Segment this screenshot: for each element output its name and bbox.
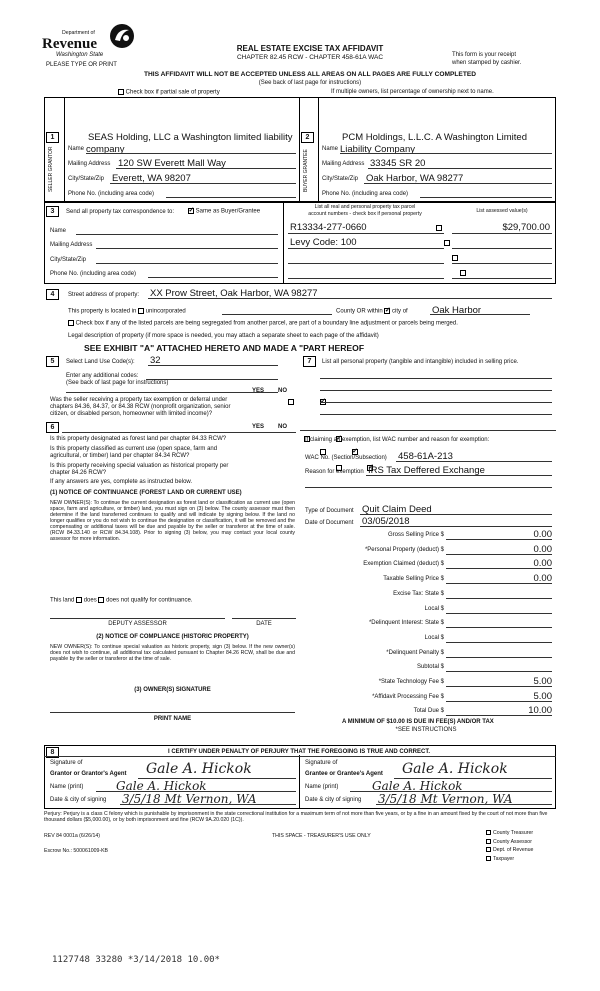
perjury-statement: Perjury: Perjury is a class C felony which is punishable by imprisonment in the state correctional institution for a maximum term of not more than five years, or by a fine in an amount fixed by the court of not more than five thousand dollars ($5,000.00), or by both imprisonment and fine (RCW 9A.20.020 (1C)). xyxy=(44,811,548,823)
section-5-number: 5 xyxy=(46,356,59,367)
please-type: PLEASE TYPE OR PRINT xyxy=(46,62,117,68)
owner-signature-label: (3) OWNER(S) SIGNATURE xyxy=(134,687,211,693)
minimum-due-note: A MINIMUM OF $10.00 IS DUE IN FEE(S) AND/OR TAX xyxy=(342,719,494,725)
s5-yes-checkbox[interactable] xyxy=(288,399,294,405)
tax-row-label: *Personal Property (deduct) $ xyxy=(364,546,444,553)
seller-phone-label: Phone No. (including area code) xyxy=(68,191,155,197)
tax-row-value: 0.00 xyxy=(533,573,552,585)
tax-row-value: 0.00 xyxy=(533,529,552,540)
distribution-checkbox[interactable] xyxy=(486,839,491,844)
print-name-label: PRINT NAME xyxy=(153,716,192,722)
s5-yes-header: YES xyxy=(252,388,265,394)
distribution-label: Taxpayer xyxy=(493,855,515,862)
s3-name-label: Name xyxy=(50,228,67,234)
seller-city-label: City/State/Zip xyxy=(68,176,105,182)
grantee-date-city: 3/5/18 Mt Vernon, WA xyxy=(378,792,513,806)
same-as-buyer-row xyxy=(188,208,260,215)
segregated-row xyxy=(68,320,458,327)
grantee-sig-of-label: Signature of xyxy=(305,760,338,766)
revenue-swirl-icon xyxy=(108,22,136,50)
partial-sale-row xyxy=(118,89,220,96)
warning-text: THIS AFFIDAVIT WILL NOT BE ACCEPTED UNLESS ALL AREAS ON ALL PAGES ARE FULLY COMPLETED xyxy=(143,71,477,78)
personal-property-checkbox-4[interactable] xyxy=(460,270,466,276)
deputy-assessor-label: DEPUTY ASSESSOR xyxy=(108,621,167,627)
distribution-item xyxy=(486,847,533,853)
see-instructions-note: *SEE INSTRUCTIONS xyxy=(395,727,457,733)
distribution-label: County Treasurer xyxy=(493,830,534,836)
recording-stamp: 1127748 33280 *3/14/2018 10.00* xyxy=(52,955,220,965)
segregated-checkbox[interactable] xyxy=(68,320,74,326)
personal-property-label: List all personal property (tangible and intangible) included in selling price. xyxy=(322,359,519,365)
form-chapter: CHAPTER 82.45 RCW - CHAPTER 458-61A WAC xyxy=(236,54,384,61)
legal-description-label: Legal description of property (if more space is needed, you may attach a separate sheet to each page of the affidavit) xyxy=(68,333,379,339)
tax-row-label: Subtotal $ xyxy=(416,664,444,671)
city-of-label: city of xyxy=(392,308,408,315)
grantor-sig-of-label: Signature of xyxy=(50,760,83,766)
land-use-label: Select Land Use Code(s): xyxy=(66,359,135,365)
buyer-addr-label: Mailing Address xyxy=(322,161,365,167)
s3-addr-label: Mailing Address xyxy=(50,242,93,248)
revenue-wordmark: Revenue xyxy=(42,36,97,52)
notice-1-body: NEW OWNER(S): To continue the current designation as forest land or classification as current use (open space, farm and agriculture, or timber) land, you must sign on (3) below. The county assessor must then determine if the land transferred continues to qualify and will indicate by signing below. If the land no longer qualifies or you do not wish to continue the designation or classification, it will be removed and the compensating or additional taxes will be due and payable by the seller or transferor at the time of sale. (RCW 84.33.140 or RCW 84.34.108). Prior to signing (3) below, you may contact your local county assessor for more information. xyxy=(50,500,295,542)
grantor-agent-label: Grantor or Grantor's Agent xyxy=(50,771,127,777)
buyer-address: 33345 SR 20 xyxy=(370,158,426,169)
distribution-checkbox[interactable] xyxy=(486,856,491,861)
receipt-line1: This form is your receipt xyxy=(452,52,517,58)
tax-row-value: 5.00 xyxy=(533,676,552,687)
buyer-side-label: BUYER GRANTEE xyxy=(303,149,309,192)
parcel-header-2: account numbers - check box if personal property xyxy=(308,211,422,217)
continuance-row xyxy=(50,597,192,604)
grantee-name-label: Name (print) xyxy=(305,784,339,790)
seller-address: 120 SW Everett Mall Way xyxy=(118,158,226,169)
if-yes-note: If any answers are yes, complete as instructed below. xyxy=(50,479,193,485)
distribution-item xyxy=(486,839,532,845)
distribution-checkbox[interactable] xyxy=(486,847,491,852)
assessed-value-1: $29,700.00 xyxy=(502,222,550,233)
document-date: 03/05/2018 xyxy=(362,516,410,527)
personal-property-checkbox-1[interactable] xyxy=(436,225,442,231)
grantor-printed-name: Gale A. Hickok xyxy=(116,779,207,793)
form-revision: REV 84 0001a (6/26/14) xyxy=(44,833,100,839)
buyer-name-line1: PCM Holdings, L.L.C. A Washington Limited xyxy=(342,132,527,143)
doc-date-label: Date of Document xyxy=(305,520,354,526)
dept-line: Department of xyxy=(62,30,95,36)
personal-property-checkbox-2[interactable] xyxy=(444,240,450,246)
multiple-owners-note: If multiple owners, list percentage of ownership next to name. xyxy=(331,89,494,95)
s3-phone-label: Phone No. (including area code) xyxy=(50,271,137,277)
does-label: does xyxy=(83,597,97,604)
section-3-number: 3 xyxy=(46,206,59,217)
seller-side-label: SELLER GRANTOR xyxy=(48,146,54,192)
exemption-claim-label: If claiming an exemption, list WAC number and reason for exemption: xyxy=(305,437,490,443)
forest-land-question: Is this property designated as forest land per chapter 84.33 RCW? xyxy=(50,436,227,442)
unincorporated-label: unincorporated xyxy=(145,308,186,315)
section-2-number: 2 xyxy=(301,132,314,143)
reason-label: Reason for exemption xyxy=(305,469,364,475)
parcel-header-1: List all real and personal property tax parcel xyxy=(314,204,416,210)
tax-row-label: Local $ xyxy=(424,605,444,612)
assessed-header: List assessed value(s) xyxy=(476,208,528,214)
same-as-buyer-checkbox[interactable] xyxy=(188,208,194,214)
parcel-number-1: R13334-277-0660 xyxy=(290,222,367,233)
s3-city-label: City/State/Zip xyxy=(50,257,87,263)
personal-property-checkbox-3[interactable] xyxy=(452,255,458,261)
exhibit-a-text: SEE EXHIBIT "A" ATTACHED HERETO AND MADE A "PART HEREOF xyxy=(84,343,365,353)
additional-codes-label: Enter any additional codes: xyxy=(66,373,139,379)
s5-no-header: NO xyxy=(278,388,287,394)
county-or-label: County OR within xyxy=(336,308,383,315)
s6-no-header: NO xyxy=(278,424,287,430)
levy-code: Levy Code: 100 xyxy=(290,237,357,248)
grantor-date-city: 3/5/18 Mt Vernon, WA xyxy=(122,792,257,806)
land-use-code: 32 xyxy=(150,355,161,366)
receipt-line2: when stamped by cashier. xyxy=(452,60,522,66)
state-label: Washington State xyxy=(56,52,104,58)
wac-label: WAC No. (Section/Subsection) xyxy=(305,455,387,461)
distribution-checkbox[interactable] xyxy=(486,830,491,835)
section-4-number: 4 xyxy=(46,289,59,300)
located-row xyxy=(68,308,186,315)
grantor-signature: Gale A. Hickok xyxy=(146,761,252,777)
distribution-label: County Assessor xyxy=(493,838,532,845)
distribution-item xyxy=(486,856,514,862)
tax-row-label: Exemption Claimed (deduct) $ xyxy=(363,561,444,568)
exemption-reason: IRS Tax Deffered Exchange xyxy=(368,465,485,476)
distribution-label: Dept. of Revenue xyxy=(493,847,534,853)
certify-statement: I CERTIFY UNDER PENALTY OF PERJURY THAT THE FOREGOING IS TRUE AND CORRECT. xyxy=(168,749,431,755)
exemption-question: Was the seller receiving a property tax exemption or deferral under chapters 84.36, 84.37, or 84.38 RCW (nonprofit organization, senior citizen, or disabled person, homeowner with limited income)? xyxy=(50,397,231,417)
section-7-number: 7 xyxy=(303,356,316,367)
within-city-checkbox[interactable] xyxy=(384,308,390,314)
city-within-row xyxy=(336,308,408,315)
historic-question: Is this property receiving special valuation as historical property per chapter 84.26 RCW? xyxy=(50,463,229,476)
tax-row-value: 5.00 xyxy=(533,690,552,702)
segregated-label: Check box if any of the listed parcels are being segregated from another parcel, are part of a boundary line adjustment or parcels being merged. xyxy=(75,320,458,327)
notice-2-body: NEW OWNER(S): To continue special valuation as historic property, sign (3) below. If the new owner(s) does not wish to continue, all additional tax calculated pursuant to Chapter 84.26 RCW, shall be due and payable by the seller or transferor at the time of sale. xyxy=(50,644,295,662)
tax-row-label: *Delinquent Interest: State $ xyxy=(368,620,444,627)
tax-row-label: *State Technology Fee $ xyxy=(378,679,444,685)
send-correspondence-label: Send all property tax correspondence to: xyxy=(66,209,175,215)
partial-sale-label: Check box if partial sale of property xyxy=(125,89,220,96)
seller-city: Everett, WA 98207 xyxy=(112,173,191,184)
tax-row-label: Excise Tax: State $ xyxy=(393,590,444,597)
seller-name-label: Name xyxy=(68,146,85,152)
notice-2-title: (2) NOTICE OF COMPLIANCE (HISTORIC PROPERTY) xyxy=(96,634,249,640)
partial-sale-checkbox[interactable] xyxy=(118,89,124,95)
treasurer-use-only: THIS SPACE - TREASURER'S USE ONLY xyxy=(272,833,371,839)
seller-name-line1: SEAS Holding, LLC a Washington limited liability xyxy=(88,132,293,143)
tax-row-label: Taxable Selling Price $ xyxy=(383,576,444,583)
grantee-signature: Gale A. Hickok xyxy=(402,761,508,777)
street-label: Street address of property: xyxy=(68,292,140,298)
tax-row-label: Gross Selling Price $ xyxy=(387,532,444,538)
tax-row-value: 0.00 xyxy=(533,558,552,570)
document-type: Quit Claim Deed xyxy=(362,504,432,515)
additional-codes-instructions: (See back of last page for instructions) xyxy=(66,380,169,386)
section-1-number: 1 xyxy=(46,132,59,143)
wac-number: 458-61A-213 xyxy=(398,451,453,462)
this-land-label: This land xyxy=(50,597,75,604)
see-back-text: (See back of last page for instructions) xyxy=(258,80,362,86)
same-as-buyer-label: Same as Buyer/Grantee xyxy=(195,208,261,215)
deputy-date-label: DATE xyxy=(256,621,272,627)
property-street-address: XX Prow Street, Oak Harbor, WA 98277 xyxy=(150,288,318,299)
doc-type-label: Type of Document xyxy=(305,508,354,514)
escrow-number: Escrow No.: 500061009-KB xyxy=(44,848,109,854)
tax-row-label: Local $ xyxy=(424,634,444,641)
grantee-agent-label: Grantee or Grantee's Agent xyxy=(305,771,383,777)
form-title: REAL ESTATE EXCISE TAX AFFIDAVIT xyxy=(236,44,384,53)
tax-row-label: *Affidavit Processing Fee $ xyxy=(372,693,444,700)
buyer-name-line2: Liability Company xyxy=(340,144,415,155)
section-8-number: 8 xyxy=(46,747,59,758)
buyer-city: Oak Harbor, WA 98277 xyxy=(366,173,464,184)
unincorporated-checkbox[interactable] xyxy=(138,308,144,314)
buyer-city-label: City/State/Zip xyxy=(322,176,359,182)
section-6-number: 6 xyxy=(46,422,59,433)
notice-1-title: (1) NOTICE OF CONTINUANCE (FOREST LAND OR CURRENT USE) xyxy=(50,490,242,496)
buyer-phone-label: Phone No. (including area code) xyxy=(322,191,409,197)
does-not-qualify-checkbox[interactable] xyxy=(98,597,104,603)
does-qualify-checkbox[interactable] xyxy=(76,597,82,603)
tax-row-value: 0.00 xyxy=(533,543,552,555)
property-city: Oak Harbor xyxy=(432,305,482,316)
seller-name-line2: company xyxy=(86,144,125,155)
s6-yes-header: YES xyxy=(252,424,265,430)
tax-row-label: *Delinquent Penalty $ xyxy=(386,649,444,656)
grantee-date-city-label: Date & city of signing xyxy=(305,797,362,803)
located-prefix: This property is located in xyxy=(68,308,137,315)
grantee-printed-name: Gale A. Hickok xyxy=(372,779,463,793)
distribution-item xyxy=(486,830,533,836)
does-not-label: does not qualify for continuance. xyxy=(106,597,193,604)
buyer-name-label: Name xyxy=(322,146,339,152)
grantor-name-label: Name (print) xyxy=(50,784,84,790)
seller-addr-label: Mailing Address xyxy=(68,161,111,167)
tax-row-label: Total Due $ xyxy=(413,708,444,715)
grantor-date-city-label: Date & city of signing xyxy=(50,797,107,803)
current-use-question: Is this property classified as current use (open space, farm and agricultural, or timber) land per chapter 84.34 RCW? xyxy=(50,446,218,459)
tax-row-value: 10.00 xyxy=(528,705,552,717)
